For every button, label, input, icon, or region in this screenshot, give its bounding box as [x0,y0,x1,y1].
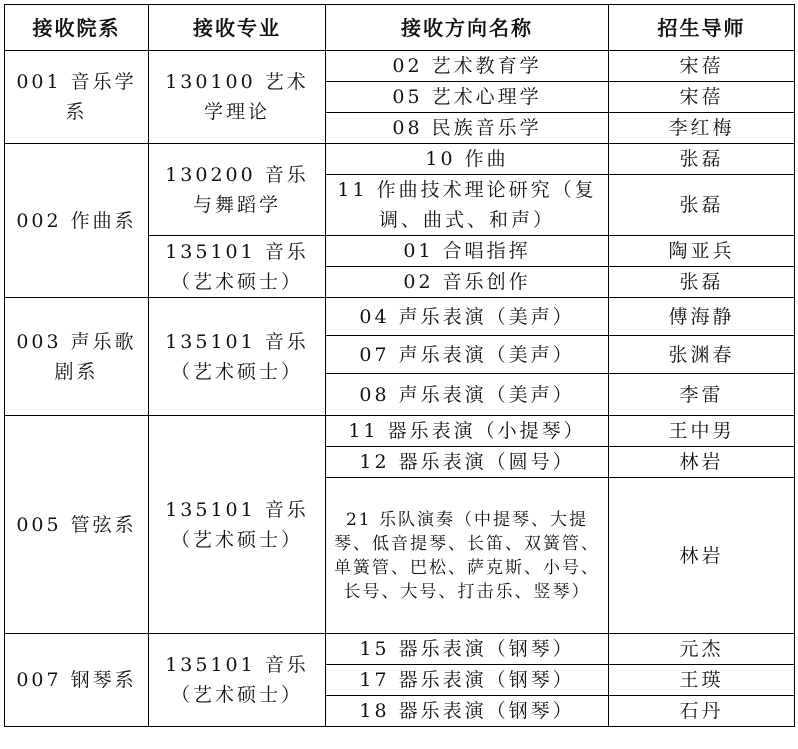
header-row [5,5,795,51]
direction-cell: 02 艺术教育学 [326,51,609,82]
dept-cell: 005 管弦系 [5,416,149,634]
header-dept: 接收院系 [5,5,149,51]
direction-cell: 10 作曲 [326,144,609,175]
major-cell: 135101 音乐（艺术硕士） [149,298,326,416]
advisor-cell: 李红梅 [609,113,795,144]
header-advisor: 招生导师 [609,5,795,51]
advisor-cell: 宋蓓 [609,51,795,82]
advisor-cell: 王中男 [609,416,795,447]
advisor-cell: 张磊 [609,175,795,236]
direction-cell: 08 民族音乐学 [326,113,609,144]
enrollment-table [4,4,795,727]
direction-cell: 21 乐队演奏（中提琴、大提琴、低音提琴、长笛、双簧管、单簧管、巴松、萨克斯、小号、长号、大号、打击乐、竖琴） [326,478,609,634]
advisor-cell: 张磊 [609,267,795,298]
advisor-cell: 李雷 [609,374,795,416]
dept-cell: 007 钢琴系 [5,634,149,727]
table-row [5,634,795,665]
header-direction: 接收方向名称 [326,5,609,51]
dept-cell: 003 声乐歌剧系 [5,298,149,416]
direction-cell: 04 声乐表演（美声） [326,298,609,336]
table-row [5,144,795,175]
direction-cell: 07 声乐表演（美声） [326,336,609,374]
direction-cell: 02 音乐创作 [326,267,609,298]
table-row [5,416,795,447]
direction-cell: 17 器乐表演（钢琴） [326,665,609,696]
advisor-cell: 林岩 [609,478,795,634]
direction-cell: 11 作曲技术理论研究（复调、曲式、和声） [326,175,609,236]
advisor-cell: 傅海静 [609,298,795,336]
direction-cell: 11 器乐表演（小提琴） [326,416,609,447]
advisor-cell: 元杰 [609,634,795,665]
direction-cell: 05 艺术心理学 [326,82,609,113]
direction-cell: 18 器乐表演（钢琴） [326,696,609,727]
major-cell: 135101 音乐（艺术硕士） [149,634,326,727]
major-cell: 130200 音乐与舞蹈学 [149,144,326,236]
advisor-cell: 王瑛 [609,665,795,696]
direction-cell: 01 合唱指挥 [326,236,609,267]
dept-cell: 002 作曲系 [5,144,149,298]
direction-cell: 08 声乐表演（美声） [326,374,609,416]
major-cell: 135101 音乐（艺术硕士） [149,416,326,634]
direction-cell: 15 器乐表演（钢琴） [326,634,609,665]
advisor-cell: 宋蓓 [609,82,795,113]
advisor-cell: 陶亚兵 [609,236,795,267]
header-major: 接收专业 [149,5,326,51]
dept-cell: 001 音乐学系 [5,51,149,144]
direction-cell: 12 器乐表演（圆号） [326,447,609,478]
advisor-cell: 林岩 [609,447,795,478]
table-row [5,51,795,82]
table-row [5,298,795,336]
advisor-cell: 张渊春 [609,336,795,374]
major-cell: 130100 艺术学理论 [149,51,326,144]
major-cell: 135101 音乐（艺术硕士） [149,236,326,298]
advisor-cell: 石丹 [609,696,795,727]
advisor-cell: 张磊 [609,144,795,175]
